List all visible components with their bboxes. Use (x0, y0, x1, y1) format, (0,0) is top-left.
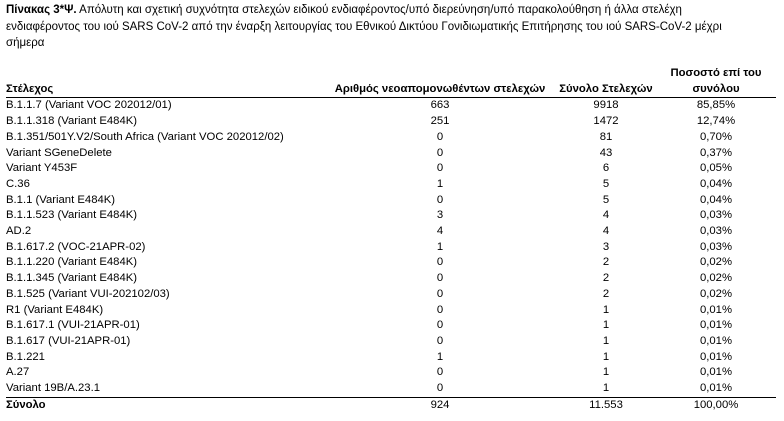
table-row (6, 224, 776, 240)
header-percent-line-1: Ποσοστό επί του (670, 67, 762, 79)
cell-total: 43 (599, 146, 613, 159)
cell-percent: 0,01% (699, 382, 733, 395)
cell-new-isolated: 0 (436, 334, 444, 347)
cell-percent: 0,04% (699, 193, 733, 206)
table-row (6, 334, 776, 350)
table-row (6, 130, 776, 146)
table-row (6, 177, 776, 193)
cell-total: 2 (602, 287, 610, 300)
cell-percent: 0,03% (699, 209, 733, 222)
table-row (6, 193, 776, 209)
cell-new-isolated: 0 (436, 319, 444, 332)
table-row (6, 350, 776, 366)
caption-line-2: ενδιαφέροντος του ιού SARS CoV-2 από την έναρξη λειτουργίας του Εθνικού Δικτύου Γονιδιωματικής Επιτήρησης του ιού SARS-CoV-2 μέχρι (6, 20, 722, 33)
cell-total: 4 (602, 209, 610, 222)
cell-strain: B.1.1.220 (Variant E484K) (6, 256, 138, 269)
cell-total: 1472 (593, 115, 619, 128)
table-row (6, 381, 776, 397)
table-row (6, 365, 776, 381)
cell-strain: Variant 19B/A.23.1 (6, 382, 100, 395)
cell-total: 1 (602, 303, 610, 316)
cell-percent: 85,85% (696, 99, 736, 112)
cell-percent: 0,01% (699, 319, 733, 332)
cell-new-isolated: 1 (436, 177, 444, 190)
cell-total: 5 (602, 193, 610, 206)
cell-percent: 0,04% (699, 177, 733, 190)
table-row (6, 146, 776, 162)
table-row (6, 271, 776, 287)
cell-percent: 0,01% (699, 366, 733, 379)
cell-total: 3 (602, 240, 610, 253)
table-row (6, 161, 776, 177)
table-header-row (6, 66, 776, 98)
total-label: Σύνολο (6, 397, 324, 413)
cell-strain: Variant SGeneDelete (6, 146, 112, 159)
cell-strain: B.1.617.2 (VOC-21APR-02) (6, 240, 146, 253)
total-row (6, 397, 776, 413)
cell-new-isolated: 1 (436, 350, 444, 363)
cell-strain: R1 (Variant E484K) (6, 303, 104, 316)
cell-total: 81 (599, 130, 613, 143)
cell-percent: 0,70% (699, 130, 733, 143)
cell-strain: A.27 (6, 366, 30, 379)
cell-new-isolated: 0 (436, 162, 444, 175)
table-row (6, 318, 776, 334)
table-row (6, 255, 776, 271)
cell-new-isolated: 0 (436, 272, 444, 285)
header-percent-line-2: συνόλου (692, 82, 740, 95)
header-percent (656, 66, 776, 98)
total-new: 924 (324, 397, 556, 413)
cell-total: 1 (602, 382, 610, 395)
cell-percent: 0,03% (699, 225, 733, 238)
cell-strain: AD.2 (6, 225, 32, 238)
cell-new-isolated: 0 (436, 366, 444, 379)
cell-percent: 0,02% (699, 272, 733, 285)
cell-strain: B.1.1.7 (Variant VOC 202012/01) (6, 99, 172, 112)
cell-new-isolated: 4 (436, 225, 444, 238)
cell-strain: B.1.1.345 (Variant E484K) (6, 272, 138, 285)
cell-strain: B.1.525 (Variant VUI-202102/03) (6, 287, 170, 300)
cell-percent: 0,01% (699, 334, 733, 347)
table-row (6, 303, 776, 319)
cell-new-isolated: 0 (436, 382, 444, 395)
variants-table (6, 66, 776, 413)
table-row (6, 114, 776, 130)
table-row (6, 240, 776, 256)
cell-strain: C.36 (6, 177, 30, 190)
cell-total: 9918 (593, 99, 619, 112)
cell-strain: B.1.617.1 (VUI-21APR-01) (6, 319, 140, 332)
cell-new-isolated: 0 (436, 146, 444, 159)
total-percent: 100,00% (656, 397, 776, 413)
cell-new-isolated: 1 (436, 240, 444, 253)
cell-total: 1 (602, 334, 610, 347)
header-total: Σύνολο Στελεχών (556, 66, 656, 98)
cell-new-isolated: 663 (430, 99, 450, 112)
cell-new-isolated: 0 (436, 287, 444, 300)
cell-percent: 0,05% (699, 162, 733, 175)
cell-total: 1 (602, 350, 610, 363)
cell-percent: 0,02% (699, 287, 733, 300)
cell-new-isolated: 251 (430, 115, 450, 128)
cell-strain: B.1.1.318 (Variant E484K) (6, 115, 138, 128)
table-row (6, 208, 776, 224)
cell-new-isolated: 0 (436, 193, 444, 206)
header-new-isolated: Αριθμός νεοαπομονωθέντων στελεχών (324, 66, 556, 98)
caption-label: Πίνακας 3*Ψ. (6, 4, 77, 16)
caption-text-1: Απόλυτη και σχετική συχνότητα στελεχών ειδικού ενδιαφέροντος/υπό διερεύνηση/υπό παρακολούθηση ή άλλα στελέχη (76, 4, 682, 16)
cell-percent: 0,01% (699, 350, 733, 363)
cell-strain: B.1.617 (VUI-21APR-01) (6, 334, 131, 347)
cell-percent: 0,02% (699, 256, 733, 269)
cell-strain: B.1.1.523 (Variant E484K) (6, 209, 138, 222)
cell-strain: B.1.1 (Variant E484K) (6, 193, 116, 206)
table-row (6, 287, 776, 303)
table-row (6, 98, 776, 114)
cell-total: 1 (602, 319, 610, 332)
cell-total: 1 (602, 366, 610, 379)
header-strain: Στέλεχος (6, 66, 324, 98)
cell-strain: Variant Y453F (6, 162, 78, 175)
table-caption (6, 2, 784, 52)
cell-percent: 12,74% (696, 115, 736, 128)
cell-new-isolated: 0 (436, 303, 444, 316)
caption-line-3: σήμερα (6, 37, 45, 49)
cell-new-isolated: 3 (436, 209, 444, 222)
cell-percent: 0,37% (699, 146, 733, 159)
cell-percent: 0,03% (699, 240, 733, 253)
cell-total: 2 (602, 272, 610, 285)
cell-strain: B.1.351/501Y.V2/South Africa (Variant VOC 202012/02) (6, 130, 284, 143)
cell-new-isolated: 0 (436, 130, 444, 143)
caption-line-1 (6, 2, 784, 19)
cell-total: 2 (602, 256, 610, 269)
total-total: 11.553 (556, 397, 656, 413)
cell-strain: B.1.221 (6, 350, 45, 363)
cell-total: 5 (602, 177, 610, 190)
cell-percent: 0,01% (699, 303, 733, 316)
cell-new-isolated: 0 (436, 256, 444, 269)
cell-total: 6 (602, 162, 610, 175)
cell-total: 4 (602, 225, 610, 238)
